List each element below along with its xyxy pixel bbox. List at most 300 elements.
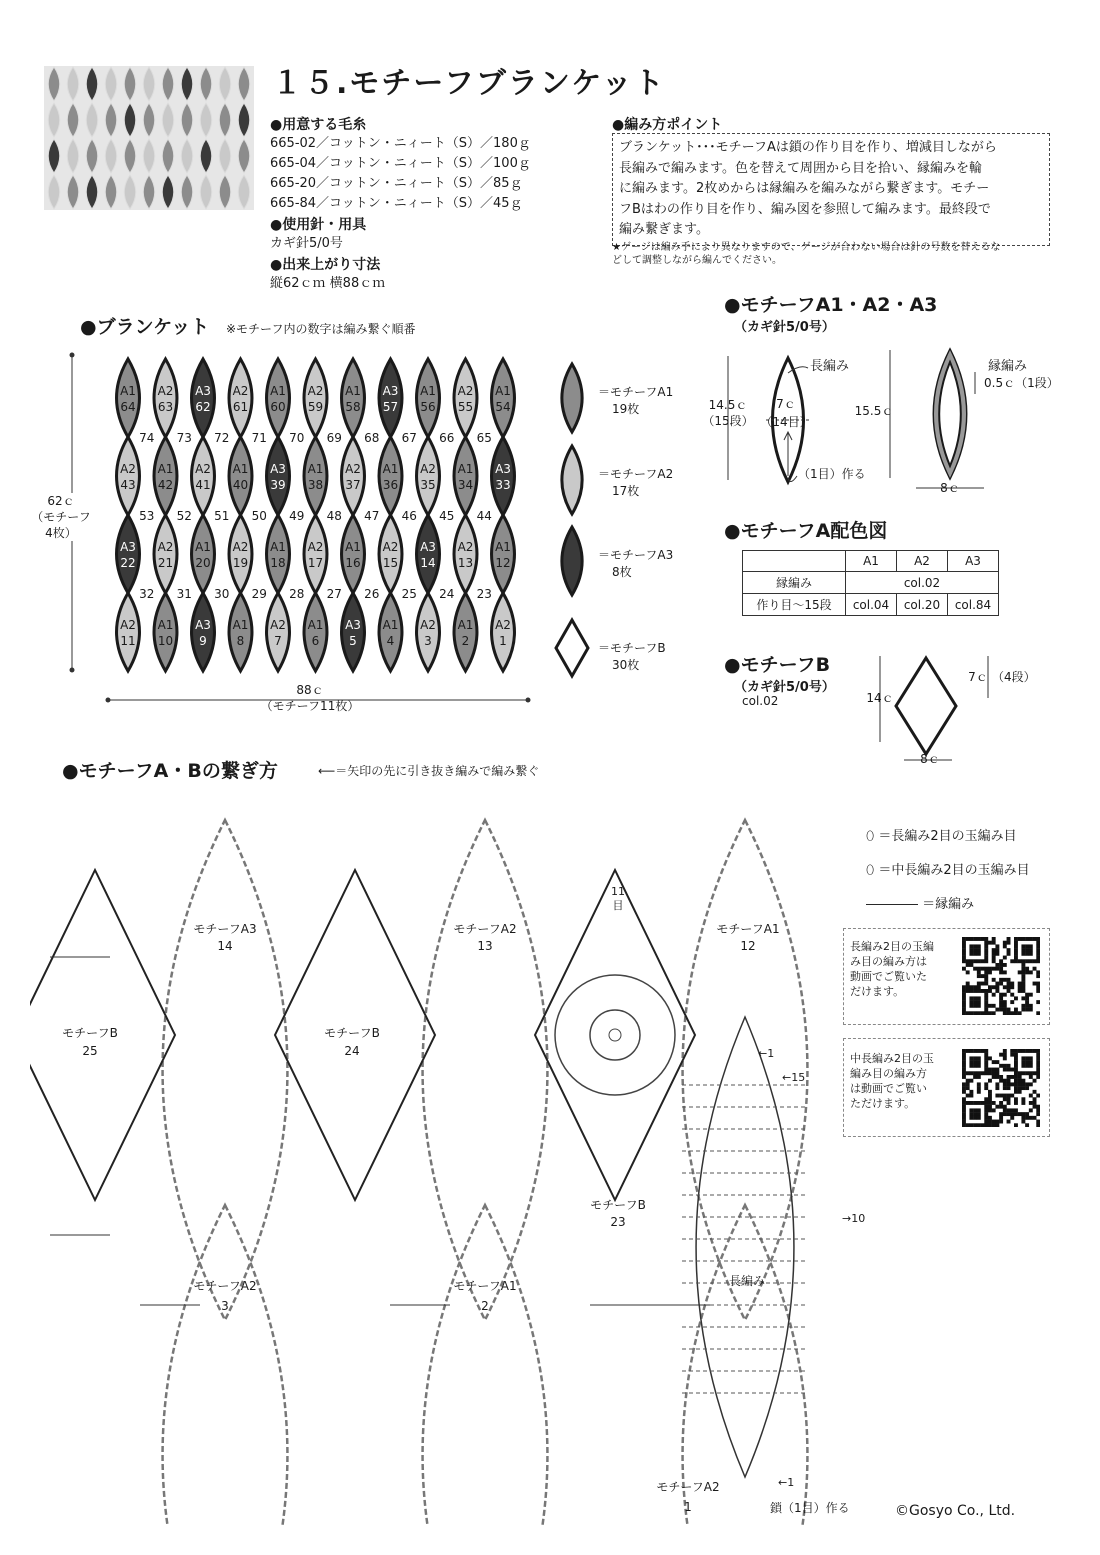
qr-module — [988, 1116, 992, 1120]
qr-line: は動画でご覧い — [850, 1082, 927, 1095]
motif-type-label: A3 — [195, 618, 211, 632]
qr-module — [1021, 952, 1025, 956]
qr-module — [1029, 944, 1033, 948]
points-line: に編みます。2枚めからは縁編みを編みながら繋ぎます。モチー — [619, 181, 990, 196]
motif-type-label: A3 — [495, 462, 511, 476]
points-box — [612, 133, 1050, 246]
qr-module — [969, 1108, 973, 1112]
qr-module — [1036, 944, 1040, 948]
qr-module — [973, 944, 977, 948]
qr-module — [995, 1123, 999, 1127]
qr-module — [966, 1049, 970, 1053]
qr-module — [969, 1116, 973, 1120]
join-order-number: 31 — [176, 587, 192, 601]
qr-module — [1033, 1097, 1037, 1101]
legend-count: 30枚 — [612, 658, 640, 672]
border-line-icon: ―――― — [866, 897, 918, 912]
motif-type-label: A3 — [195, 384, 211, 398]
motif-a-mid-width: 7ｃ — [776, 397, 796, 411]
motif-b-center-round — [555, 975, 675, 1095]
qr-module — [1029, 1060, 1033, 1064]
qr-module — [962, 1011, 966, 1015]
qr-module — [1007, 982, 1011, 986]
qr-module — [1021, 1056, 1025, 1060]
qr-module — [973, 937, 977, 941]
qr-module — [966, 963, 970, 967]
qr-module — [999, 1075, 1003, 1079]
motif-type-label: A2 — [157, 540, 174, 554]
points-line: ブランケット･･･モチーフAは鎖の作り目を作り、増減目しながら — [619, 140, 997, 155]
qr-module — [1025, 952, 1029, 956]
qr-module — [977, 1064, 981, 1068]
qr-line: 中長編み2目の玉 — [850, 1052, 934, 1065]
qr-module — [973, 1060, 977, 1064]
motif-a1 — [154, 593, 177, 671]
motif-a-outline — [163, 1205, 288, 1525]
qr-module — [962, 1120, 966, 1124]
qr-module — [999, 993, 1003, 997]
motif-a2 — [154, 515, 177, 593]
qr-code-icon[interactable] — [962, 937, 1040, 1015]
join-order-number: 46 — [401, 509, 417, 523]
qr-module — [962, 993, 966, 997]
qr-module — [962, 937, 966, 941]
qr-line: み目の編み方は — [850, 955, 927, 968]
legend-count: 17枚 — [612, 484, 640, 498]
qr-module — [962, 1116, 966, 1120]
qr-module — [988, 1090, 992, 1094]
qr-module — [1010, 1053, 1014, 1057]
qr-module — [962, 956, 966, 960]
qr-module — [1029, 959, 1033, 963]
qr-module — [977, 1090, 981, 1094]
qr-module — [988, 1094, 992, 1098]
qr-module — [1029, 1056, 1033, 1060]
qr-module — [1003, 970, 1007, 974]
qr-module — [1025, 1008, 1029, 1012]
qr-module — [969, 1094, 973, 1098]
qr-module — [1018, 1086, 1022, 1090]
qr-module — [992, 1068, 996, 1072]
qr-module — [1007, 937, 1011, 941]
motif-order-number: 55 — [457, 400, 474, 414]
qr-module — [988, 941, 992, 945]
qr-module — [962, 952, 966, 956]
motif-type-label: A1 — [232, 462, 249, 476]
stitch-label: 長編み — [728, 1274, 766, 1288]
motif-order-number: 2 — [461, 634, 470, 648]
motif-b-width: 8ｃ — [920, 752, 940, 766]
motif-a3 — [192, 593, 215, 671]
qr-module — [1003, 1108, 1007, 1112]
qr-module — [969, 1011, 973, 1015]
qr-module — [1014, 937, 1018, 941]
motif-a-heading: ●モチーフA1・A2・A3 — [724, 294, 938, 316]
motif-b-height: 14ｃ — [866, 691, 894, 705]
qr-module — [981, 989, 985, 993]
qr-module — [973, 1000, 977, 1004]
qr-module — [995, 1071, 999, 1075]
symbol-legend-item — [866, 888, 1030, 922]
motif-a1 — [267, 359, 290, 437]
qr-module — [999, 982, 1003, 986]
qr-module — [1014, 1075, 1018, 1079]
motif-order-number: 62 — [195, 400, 211, 414]
dimension-dot — [526, 698, 531, 703]
qr-module — [1036, 989, 1040, 993]
dimension-dot — [70, 353, 75, 358]
qr-module — [984, 1068, 988, 1072]
motif-number: 1 — [684, 1500, 692, 1514]
motif-order-number: 7 — [274, 634, 282, 648]
motif-order-number: 41 — [195, 478, 211, 492]
qr-module — [969, 1123, 973, 1127]
motif-a2 — [454, 359, 477, 437]
qr-module — [1036, 1123, 1040, 1127]
motif-order-number: 40 — [232, 478, 249, 492]
motif-order-number: 9 — [199, 634, 207, 648]
qr-module — [1021, 1101, 1025, 1105]
qr-module — [977, 1082, 981, 1086]
motif-label: モチーフA2 — [453, 922, 517, 936]
motif-order-number: 13 — [457, 556, 474, 570]
qr-module — [973, 1116, 977, 1120]
symbol-text: ＝中長編み2目の玉編み目 — [878, 863, 1030, 878]
qr-module — [1036, 959, 1040, 963]
motif-legend — [550, 358, 720, 688]
motif-type-label: A2 — [345, 462, 361, 476]
qr-module — [1025, 993, 1029, 997]
qr-module — [1029, 970, 1033, 974]
join-order-number: 66 — [439, 431, 455, 445]
motif-order-number: 64 — [120, 400, 136, 414]
qr-module — [1029, 1049, 1033, 1053]
qr-module — [1021, 1116, 1025, 1120]
qr-code-icon[interactable] — [962, 1049, 1040, 1127]
qr-module — [984, 967, 988, 971]
qr-module — [1025, 1082, 1029, 1086]
qr-module — [973, 1123, 977, 1127]
qr-module — [969, 1060, 973, 1064]
qr-module — [1010, 1075, 1014, 1079]
motif-type-label: A1 — [495, 540, 511, 554]
dimension-dot — [70, 668, 75, 673]
motif-type-label: A1 — [307, 462, 324, 476]
color-table-cell: col.02 — [846, 572, 999, 594]
qr-module — [962, 985, 966, 989]
yarn-line: 665-02／コットン・ニィート（S）／180ｇ — [270, 136, 531, 151]
qr-module — [966, 1082, 970, 1086]
blanket-thumbnail — [44, 66, 254, 210]
qr-module — [999, 1116, 1003, 1120]
motif-order-number: 5 — [349, 634, 357, 648]
row-label: 11 — [611, 885, 625, 898]
motif-order-number: 39 — [270, 478, 286, 492]
qr-module — [1036, 1064, 1040, 1068]
qr-module — [995, 985, 999, 989]
points-line: 編み繋ぎます。 — [619, 222, 709, 237]
qr-text — [850, 1051, 934, 1111]
tools-heading: ●使用針・用具 — [270, 217, 367, 233]
qr-module — [984, 944, 988, 948]
qr-module — [1029, 1101, 1033, 1105]
qr-module — [1007, 948, 1011, 952]
motif-order-number: 20 — [195, 556, 211, 570]
qr-module — [1021, 959, 1025, 963]
motif-type-label: A2 — [232, 540, 249, 554]
motif-a-stitch-body — [696, 1017, 794, 1477]
motif-label: モチーフA2 — [193, 1279, 257, 1293]
qr-module — [1029, 1071, 1033, 1075]
width-sub: （モチーフ11枚） — [260, 699, 360, 713]
qr-module — [1018, 1090, 1022, 1094]
qr-module — [992, 993, 996, 997]
qr-module — [984, 993, 988, 997]
qr-module — [1025, 948, 1029, 952]
qr-module — [1018, 1011, 1022, 1015]
motif-type-label: A1 — [157, 618, 174, 632]
join-order-number: 24 — [439, 587, 455, 601]
join-order-number: 29 — [251, 587, 267, 601]
qr-module — [1014, 996, 1018, 1000]
qr-module — [977, 967, 981, 971]
qr-module — [988, 1011, 992, 1015]
qr-line: 編み目の編み方 — [850, 1067, 927, 1080]
qr-module — [973, 996, 977, 1000]
join-order-number: 69 — [326, 431, 342, 445]
motif-a2 — [117, 437, 140, 515]
qr-module — [973, 1011, 977, 1015]
motif-a3 — [192, 359, 215, 437]
motif-type-label: A1 — [270, 384, 286, 398]
motif-type-label: A2 — [157, 384, 174, 398]
qr-module — [1021, 1097, 1025, 1101]
motif-order-number: 11 — [120, 634, 136, 648]
legend-count: 8枚 — [612, 565, 632, 579]
qr-module — [1007, 1094, 1011, 1098]
motif-a2 — [154, 359, 177, 437]
motif-a2 — [304, 359, 327, 437]
motif-order-number: 56 — [420, 400, 436, 414]
materials-heading: ●用意する毛糸 — [270, 117, 367, 133]
motif-a2 — [379, 515, 402, 593]
qr-module — [984, 1105, 988, 1109]
points-line: フBはわの作り目を作り、編み図を参照して編みます。最終段で — [619, 201, 991, 217]
motif-a2 — [417, 437, 440, 515]
motif-order-number: 12 — [495, 556, 511, 570]
qr-module — [984, 1086, 988, 1090]
qr-module — [973, 967, 977, 971]
qr-module — [962, 1008, 966, 1012]
qr-module — [962, 1056, 966, 1060]
qr-module — [1014, 1056, 1018, 1060]
qr-module — [999, 1000, 1003, 1004]
row-label: ←1 — [758, 1047, 775, 1060]
qr-module — [1029, 993, 1033, 997]
qr-module — [977, 1101, 981, 1105]
qr-module — [962, 1101, 966, 1105]
qr-module — [966, 1094, 970, 1098]
qr-module — [977, 985, 981, 989]
motif-number: 23 — [610, 1215, 626, 1229]
qr-module — [1007, 1108, 1011, 1112]
motif-a-height: 14.5ｃ — [708, 398, 748, 412]
motif-a3 — [117, 515, 140, 593]
qr-module — [995, 1008, 999, 1012]
qr-module — [1014, 1071, 1018, 1075]
motif-a1 — [379, 437, 402, 515]
qr-module — [1021, 982, 1025, 986]
qr-module — [973, 1101, 977, 1105]
height-sub: 4枚） — [45, 526, 77, 540]
motif-type-label: A3 — [420, 540, 436, 554]
qr-module — [966, 982, 970, 986]
qr-module — [1021, 963, 1025, 967]
qr-module — [1021, 1079, 1025, 1083]
qr-module — [999, 1101, 1003, 1105]
color-table — [742, 550, 999, 616]
motif-a2 — [192, 437, 215, 515]
motif-type-label: A1 — [420, 384, 436, 398]
motif-order-number: 22 — [120, 556, 136, 570]
qr-module — [999, 1053, 1003, 1057]
qr-line: 動画でご覧いた — [850, 970, 927, 983]
qr-box-1[interactable] — [843, 928, 1050, 1025]
puff-stitch-icon: ⬯ — [866, 829, 875, 844]
qr-module — [1007, 952, 1011, 956]
color-table-header: A2 — [897, 551, 948, 572]
qr-module — [1033, 1101, 1037, 1105]
qr-module — [984, 1011, 988, 1015]
qr-module — [969, 937, 973, 941]
qr-module — [981, 1071, 985, 1075]
qr-module — [995, 1060, 999, 1064]
qr-module — [999, 1094, 1003, 1098]
qr-module — [992, 952, 996, 956]
size-text: 縦62ｃｍ 横88ｃｍ — [270, 276, 386, 291]
qr-module — [988, 1071, 992, 1075]
qr-module — [1003, 1053, 1007, 1057]
qr-module — [1014, 1082, 1018, 1086]
qr-module — [962, 1064, 966, 1068]
motif-type-label: A2 — [382, 540, 399, 554]
qr-module — [973, 1075, 977, 1079]
qr-module — [973, 952, 977, 956]
qr-module — [984, 1000, 988, 1004]
qr-module — [1025, 1071, 1029, 1075]
arrow-symbol: ⟵ — [318, 764, 336, 778]
qr-module — [966, 1079, 970, 1083]
row-label: ←1 — [778, 1476, 795, 1489]
motif-order-number: 61 — [232, 400, 249, 414]
qr-module — [1003, 941, 1007, 945]
motif-a2 — [417, 593, 440, 671]
qr-module — [962, 1097, 966, 1101]
qr-module — [1033, 982, 1037, 986]
qr-module — [1018, 1049, 1022, 1053]
qr-module — [992, 1060, 996, 1064]
qr-module — [977, 1060, 981, 1064]
qr-module — [1021, 1120, 1025, 1124]
qr-module — [1010, 985, 1014, 989]
qr-module — [1010, 1068, 1014, 1072]
qr-module — [1033, 1116, 1037, 1120]
qr-module — [1021, 967, 1025, 971]
qr-module — [1014, 1053, 1018, 1057]
qr-module — [1033, 959, 1037, 963]
motif-order-number: 6 — [311, 634, 320, 648]
qr-module — [1007, 1064, 1011, 1068]
qr-module — [995, 1082, 999, 1086]
qr-box-2[interactable] — [843, 1038, 1050, 1137]
qr-module — [1029, 937, 1033, 941]
qr-module — [973, 1004, 977, 1008]
motif-a3 — [379, 359, 402, 437]
qr-module — [1010, 959, 1014, 963]
qr-module — [984, 1116, 988, 1120]
motif-label: モチーフB — [590, 1198, 646, 1212]
qr-module — [1003, 956, 1007, 960]
motif-a1 — [229, 437, 252, 515]
qr-module — [1014, 1011, 1018, 1015]
legend-motif-a2 — [562, 446, 582, 514]
motif-label: モチーフA3 — [193, 922, 257, 936]
motif-type-label: A1 — [232, 618, 249, 632]
qr-module — [969, 1112, 973, 1116]
motif-label: モチーフA1 — [716, 922, 780, 936]
qr-module — [973, 989, 977, 993]
qr-line: だけます。 — [850, 985, 905, 998]
qr-module — [962, 1112, 966, 1116]
qr-module — [1003, 1105, 1007, 1109]
yarn-line: 665-84／コットン・ニィート（S）／45ｇ — [270, 196, 523, 211]
join-order-number: 49 — [289, 509, 305, 523]
motif-order-number: 16 — [345, 556, 361, 570]
qr-module — [992, 959, 996, 963]
motif-b-shape — [896, 658, 956, 754]
motif-a-border-label: 縁編み — [988, 359, 1028, 374]
qr-module — [1018, 985, 1022, 989]
motif-a1 — [379, 593, 402, 671]
qr-module — [962, 1049, 966, 1053]
color-table-row-label: 作り目～15段 — [743, 594, 846, 616]
qr-module — [969, 1064, 973, 1068]
qr-module — [1003, 1068, 1007, 1072]
row-label: ←15 — [782, 1071, 806, 1084]
qr-module — [1036, 952, 1040, 956]
motif-a3 — [492, 437, 515, 515]
size-heading: ●出来上がり寸法 — [270, 257, 381, 273]
qr-module — [1025, 1000, 1029, 1004]
qr-module — [999, 996, 1003, 1000]
qr-module — [1003, 963, 1007, 967]
qr-module — [1007, 1011, 1011, 1015]
qr-module — [1036, 1049, 1040, 1053]
legend-label: ＝モチーフA1 — [598, 385, 674, 399]
motif-a1 — [492, 515, 515, 593]
qr-module — [995, 1068, 999, 1072]
qr-module — [977, 1071, 981, 1075]
motif-label: モチーフA1 — [453, 1279, 517, 1293]
qr-module — [992, 1071, 996, 1075]
motif-a3 — [417, 515, 440, 593]
qr-module — [999, 1120, 1003, 1124]
qr-module — [1025, 1004, 1029, 1008]
height-label: 62ｃ — [47, 494, 75, 508]
qr-module — [984, 952, 988, 956]
qr-module — [984, 1049, 988, 1053]
qr-module — [1007, 989, 1011, 993]
